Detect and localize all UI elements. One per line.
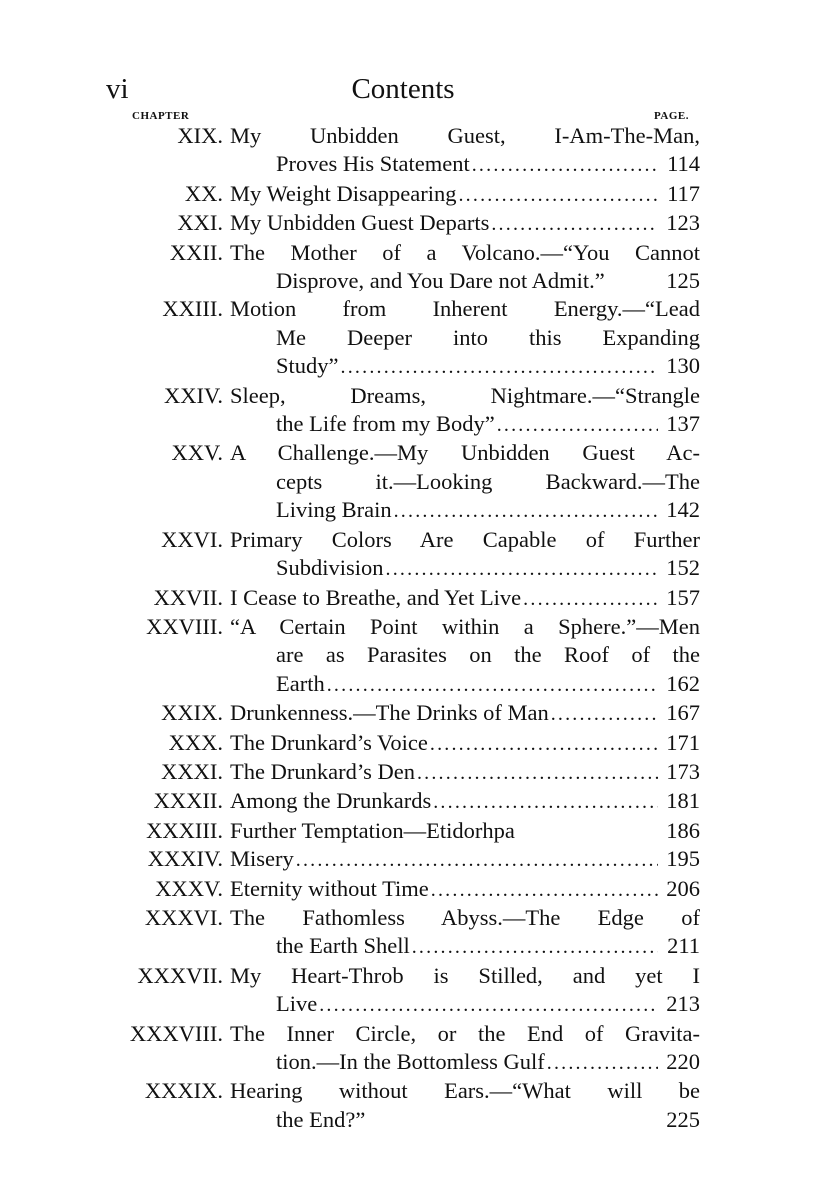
chapter-number: XXIX. [161,700,223,726]
chapter-title-text: Study” [276,353,339,379]
chapter-title-last-line [276,554,700,583]
page-number: 173 [666,758,700,784]
page-number: 137 [666,411,700,437]
chapter-title [230,758,700,787]
table-of-contents [0,122,840,1134]
chapter-title-last-line [230,875,700,904]
toc-entry [0,295,840,381]
chapter-number: XXV. [171,440,223,466]
chapter-number: XXVIII. [146,613,223,639]
toc-entry [0,758,840,787]
chapter-title [230,729,700,758]
toc-entry [0,1077,840,1134]
chapter-number: XXX. [168,729,223,755]
dot-leader [547,1049,658,1077]
toc-entry [0,1020,840,1078]
page-number: 130 [666,353,700,379]
chapter-number: XXVII. [153,584,223,610]
chapter-number: XXXII. [153,788,223,814]
chapter-title-text: My Weight Disappearing [230,180,457,206]
dot-leader [497,411,658,439]
chapter-title-text: the Life from my Body” [276,411,495,437]
chapter-title-text: Drunkenness.—The Drinks of Man [230,700,549,726]
chapter-title-last-line [230,845,700,874]
page-folio: vi [106,73,129,105]
chapter-title-line: The Fathomless Abyss.—The Edge of [230,904,700,930]
chapter-number: XXXIV. [147,846,223,872]
chapter-title [230,817,700,845]
chapter-title-text: Among the Drunkards [230,788,432,814]
dot-leader [412,933,658,961]
chapter-title-text: Disprove, and You Dare not Admit.” [276,268,605,294]
chapter-title-text: Living Brain [276,497,392,523]
chapter-title-last-line [230,584,700,613]
chapter-title-text: Eternity without Time [230,875,429,901]
page-number: 162 [666,670,700,696]
chapter-title [230,904,700,962]
chapter-title-line: Primary Colors Are Capable of Further [230,526,700,552]
page-number: 125 [666,268,700,294]
chapter-title-last-line [276,1106,700,1134]
dot-leader [341,353,658,381]
chapter-title-text: Proves His Statement [276,151,470,177]
page-number: 211 [667,933,700,959]
page-number: 186 [666,817,700,843]
page-number: 157 [666,584,700,610]
chapter-title-last-line [276,352,700,381]
chapter-title-last-line [230,729,700,758]
chapter-title-line: A Challenge.—My Unbidden Guest Ac- [230,440,700,466]
chapter-title-line: My Heart-Throb is Stilled, and yet I [230,962,700,988]
page-number: 225 [666,1106,700,1132]
chapter-number: XXXI. [161,758,223,784]
chapter-column-heading: CHAPTER [132,110,190,122]
toc-entry [0,584,840,613]
chapter-title [230,239,700,296]
dot-leader [491,210,658,238]
chapter-title-last-line [276,150,700,179]
toc-entry [0,817,840,845]
dot-leader [551,700,658,728]
chapter-title-text: Subdivision [276,555,384,581]
chapter-title-text: The Drunkard’s Den [230,758,415,784]
chapter-title [230,962,700,1020]
chapter-title [230,845,700,874]
toc-entry [0,526,840,584]
dot-leader [458,181,658,209]
chapter-title-text: Misery [230,846,294,872]
chapter-title-last-line [230,787,700,816]
toc-entry [0,122,840,180]
toc-entry [0,699,840,728]
toc-entry [0,729,840,758]
dot-leader [327,671,658,699]
chapter-title-text: Live [276,991,318,1017]
dot-leader [523,585,658,613]
chapter-number: XXVI. [161,526,223,552]
chapter-title [230,699,700,728]
dot-leader [433,788,658,816]
toc-entry [0,845,840,874]
page-number: 213 [666,991,700,1017]
chapter-title [230,1020,700,1078]
chapter-title-last-line [276,267,700,295]
chapter-title-line: are as Parasites on the Roof of the [276,642,700,668]
chapter-title-last-line [230,758,700,787]
chapter-title-text: the End?” [276,1106,366,1132]
dot-leader [431,876,658,904]
chapter-title-line: My Unbidden Guest, I-Am-The-Man, [230,123,700,148]
toc-entry [0,904,840,962]
chapter-title-last-line [276,1048,700,1077]
chapter-title-text: Earth [276,670,325,696]
chapter-title-text: the Earth Shell [276,933,410,959]
toc-entry [0,962,840,1020]
chapter-title [230,295,700,381]
chapter-title [230,787,700,816]
chapter-title [230,382,700,440]
page-number: 167 [666,700,700,726]
page-title: Contents [351,73,455,105]
chapter-title [230,613,700,699]
chapter-title-last-line [230,209,700,238]
page-number: 152 [666,555,700,581]
page-number: 181 [666,788,700,814]
chapter-number: XXXIII. [146,817,223,843]
toc-entry [0,382,840,440]
toc-entry [0,209,840,238]
chapter-title [230,122,700,180]
chapter-number: XXXV. [155,875,223,901]
chapter-title-line: “A Certain Point within a Sphere.”—Men [230,613,700,639]
page-number: 114 [667,151,700,177]
page-number: 117 [667,180,700,206]
chapter-title [230,1077,700,1134]
chapter-title-line: Me Deeper into this Expanding [276,324,700,350]
chapter-title-last-line [276,990,700,1019]
dot-leader [386,555,658,583]
chapter-title-last-line [230,180,700,209]
toc-entry [0,239,840,296]
chapter-title-last-line [276,410,700,439]
chapter-number: XXXVI. [144,904,223,930]
toc-entry [0,439,840,525]
page-number: 195 [666,846,700,872]
chapter-title-text: I Cease to Breathe, and Yet Live [230,584,522,610]
chapter-title [230,526,700,584]
chapter-title [230,439,700,525]
toc-entry [0,787,840,816]
chapter-number: XXI. [177,210,223,236]
page-number: 171 [666,729,700,755]
chapter-title-line: cepts it.—Looking Backward.—The [276,468,700,494]
toc-entry [0,875,840,904]
chapter-number: XX. [184,180,223,206]
page-number: 206 [666,875,700,901]
chapter-number: XXIV. [164,382,223,408]
chapter-title [230,180,700,209]
chapter-title-text: My Unbidden Guest Departs [230,210,490,236]
chapter-number: XIX. [177,123,223,148]
chapter-title-last-line [276,670,700,699]
chapter-title [230,584,700,613]
chapter-title-line: Hearing without Ears.—“What will be [230,1078,700,1104]
page-number: 220 [666,1049,700,1074]
chapter-title-text: tion.—In the Bottomless Gulf [276,1049,545,1074]
dot-leader [319,991,658,1019]
chapter-title-line: Sleep, Dreams, Nightmare.—“Strangle [230,382,700,408]
chapter-number: XXXIX. [144,1078,223,1104]
page-column-heading: PAGE. [654,110,689,122]
chapter-title-last-line [276,496,700,525]
chapter-title [230,209,700,238]
chapter-number: XXII. [169,239,223,265]
chapter-title-line: The Mother of a Volcano.—“You Cannot [230,239,700,265]
chapter-title [230,875,700,904]
page-number: 142 [666,497,700,523]
dot-leader [394,497,658,525]
chapter-number: XXIII. [162,296,223,322]
chapter-number: XXXVII. [137,962,223,988]
chapter-title-last-line [230,699,700,728]
dot-leader [296,846,658,874]
dot-leader [472,151,658,179]
chapter-title-text: Further Temptation—Etidorhpa [230,817,515,843]
toc-entry [0,180,840,209]
chapter-title-last-line [276,932,700,961]
chapter-title-line: The Inner Circle, or the End of Gravita- [230,1020,700,1046]
chapter-number: XXXVIII. [129,1020,223,1046]
chapter-title-text: The Drunkard’s Voice [230,729,428,755]
toc-entry [0,613,840,699]
dot-leader [430,730,658,758]
dot-leader [417,759,658,787]
chapter-title-last-line [230,817,700,845]
chapter-title-line: Motion from Inherent Energy.—“Lead [230,296,700,322]
page-number: 123 [666,210,700,236]
